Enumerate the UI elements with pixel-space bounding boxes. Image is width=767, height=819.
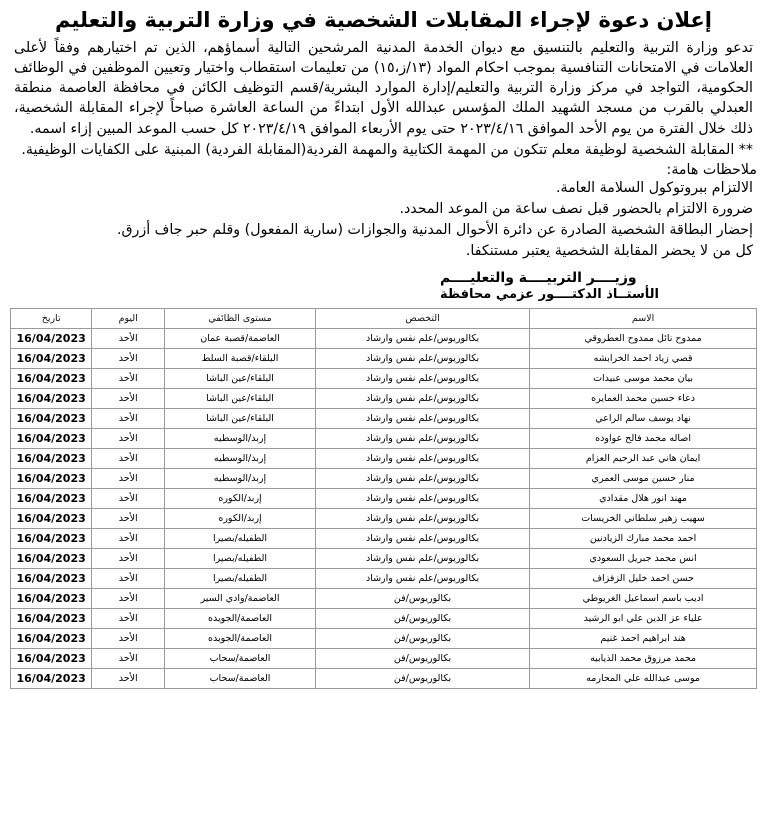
cell-level: العاصمة/قصبة عمان — [165, 328, 316, 348]
cell-level: إربد/الوسطيه — [165, 448, 316, 468]
cell-date: 16/04/2023 — [11, 348, 92, 368]
cell-name: ايمان هاني عبد الرحيم العزام — [530, 448, 757, 468]
cell-date: 16/04/2023 — [11, 528, 92, 548]
table-body — [11, 328, 757, 688]
announcement-paragraph-1: تدعو وزارة التربية والتعليم بالتنسيق مع ديوان الخدمة المدنية المرشحين التالية أسماؤهم، الذين تم اختيارهم وفقاً لأعلى العلامات في الامتحانات التنافسية بموجب احكام المواد (١٣/ز،١٥) من تعليمات استقطاب واختيار وتعيين الموظفين في الوظائف الحكومية، التواجد في مركز وزارة التربية والتعليم/إدارة الموارد البشرية/قسم التوظيف الكائن في محافظة العاصمة منطقة العبدلي بالقرب من مسجد الشهيد الملك المؤسس عبدالله الأول ابتداءً من الساعة العاشرة صباحاً لإجراء المقابلة الشخصية، ذلك خلال الفترة من يوم الأحد الموافق ٢٠٢٣/٤/١٦ حتى يوم الأربعاء الموافق ٢٠٢٣/٤/١٩ كل حسب الموعد المبين إزاء اسمه. — [14, 40, 754, 137]
cell-day: الأحد — [92, 448, 165, 468]
table-row — [11, 328, 757, 348]
cell-name: منار حسين موسى العمري — [530, 468, 757, 488]
cell-specialty: بكالوريوس/علم نفس وارشاد — [315, 488, 529, 508]
cell-name: بيان محمد موسى عبيدات — [530, 368, 757, 388]
cell-day: الأحد — [92, 488, 165, 508]
cell-specialty: بكالوريوس/علم نفس وارشاد — [315, 448, 529, 468]
cell-day: الأحد — [92, 608, 165, 628]
cell-day: الأحد — [92, 468, 165, 488]
signature-title: وزيــــر التربيــــة والتعليــــم — [440, 269, 637, 286]
table-row — [11, 568, 757, 588]
cell-level: العاصمة/سحاب — [165, 648, 316, 668]
cell-name: سهيب زهير سلطاني الخريسات — [530, 508, 757, 528]
cell-specialty: بكالوريوس/فن — [315, 608, 529, 628]
cell-day: الأحد — [92, 648, 165, 668]
cell-specialty: بكالوريوس/علم نفس وارشاد — [315, 368, 529, 388]
cell-specialty: بكالوريوس/فن — [315, 648, 529, 668]
header-day: اليوم — [92, 308, 165, 328]
cell-level: البلقاء/عين الباشا — [165, 368, 316, 388]
cell-level: العاصمة/الجويده — [165, 608, 316, 628]
header-name: الاسم — [530, 308, 757, 328]
cell-specialty: بكالوريوس/علم نفس وارشاد — [315, 528, 529, 548]
cell-date: 16/04/2023 — [11, 428, 92, 448]
table-row — [11, 668, 757, 688]
cell-level: البلقاء/عين الباشا — [165, 388, 316, 408]
cell-date: 16/04/2023 — [11, 548, 92, 568]
page-title: إعلان دعوة لإجراء المقابلات الشخصية في وزارة التربية والتعليم — [55, 8, 712, 32]
table-row — [11, 528, 757, 548]
cell-day: الأحد — [92, 508, 165, 528]
cell-day: الأحد — [92, 548, 165, 568]
announcement-paragraph-2: ** المقابلة الشخصية لوظيفة معلم تتكون من المهمة الكتابية والمهمة الفردية(المقابلة الفردية) المبنية على الكفايات الوظيفية. — [21, 141, 753, 158]
table-row — [11, 468, 757, 488]
cell-name: حسن احمد خليل الزفزاف — [530, 568, 757, 588]
announcement-page — [0, 8, 767, 819]
cell-name: هند ابراهيم احمد غنيم — [530, 628, 757, 648]
candidates-table — [10, 308, 757, 689]
cell-date: 16/04/2023 — [11, 388, 92, 408]
cell-level: الطفيله/بصيرا — [165, 528, 316, 548]
table-row — [11, 628, 757, 648]
table-row — [11, 408, 757, 428]
cell-specialty: بكالوريوس/فن — [315, 668, 529, 688]
cell-name: اصاله محمد فالح عواوده — [530, 428, 757, 448]
header-specialty: التخصص — [315, 308, 529, 328]
table-row — [11, 608, 757, 628]
cell-specialty: بكالوريوس/علم نفس وارشاد — [315, 408, 529, 428]
cell-specialty: بكالوريوس/علم نفس وارشاد — [315, 348, 529, 368]
cell-name: مهند انور هلال مقدادي — [530, 488, 757, 508]
table-row — [11, 428, 757, 448]
cell-day: الأحد — [92, 388, 165, 408]
cell-day: الأحد — [92, 368, 165, 388]
note-item-1: الالتزام ببروتوكول السلامة العامة. — [555, 179, 753, 196]
cell-date: 16/04/2023 — [11, 588, 92, 608]
header-date: تاريخ — [11, 308, 92, 328]
cell-specialty: بكالوريوس/علم نفس وارشاد — [315, 468, 529, 488]
signature-block — [10, 270, 757, 302]
note-item-3: إحضار البطاقة الشخصية الصادرة عن دائرة الأحوال المدنية والجوازات (سارية المفعول) وقلم حبر جاف أزرق. — [117, 222, 753, 239]
table-row — [11, 368, 757, 388]
signature-name: الأستــاذ الدكتــــور عزمي محافظة — [440, 286, 659, 302]
cell-day: الأحد — [92, 668, 165, 688]
cell-specialty: بكالوريوس/علم نفس وارشاد — [315, 428, 529, 448]
cell-level: العاصمة/الجويده — [165, 628, 316, 648]
cell-level: العاصمة/وادي السير — [165, 588, 316, 608]
cell-specialty: بكالوريوس/فن — [315, 628, 529, 648]
cell-date: 16/04/2023 — [11, 368, 92, 388]
cell-specialty: بكالوريوس/علم نفس وارشاد — [315, 388, 529, 408]
cell-date: 16/04/2023 — [11, 608, 92, 628]
cell-date: 16/04/2023 — [11, 568, 92, 588]
table-row — [11, 548, 757, 568]
cell-name: علياء عز الدين علي ابو الرشيد — [530, 608, 757, 628]
cell-day: الأحد — [92, 328, 165, 348]
cell-date: 16/04/2023 — [11, 648, 92, 668]
cell-name: موسى عبدالله علي المحارمه — [530, 668, 757, 688]
cell-name: نهاد يوسف سالم الراعي — [530, 408, 757, 428]
cell-name: ممدوح نائل ممدوح العطروقي — [530, 328, 757, 348]
table-row — [11, 488, 757, 508]
cell-level: البلقاء/عين الباشا — [165, 408, 316, 428]
table-row — [11, 388, 757, 408]
cell-level: البلقاء/قصبة السلط — [165, 348, 316, 368]
note-item-4: كل من لا يحضر المقابلة الشخصية يعتبر مستنكفا. — [465, 243, 753, 260]
cell-date: 16/04/2023 — [11, 668, 92, 688]
cell-day: الأحد — [92, 408, 165, 428]
cell-specialty: بكالوريوس/علم نفس وارشاد — [315, 548, 529, 568]
cell-date: 16/04/2023 — [11, 488, 92, 508]
cell-specialty: بكالوريوس/فن — [315, 588, 529, 608]
cell-day: الأحد — [92, 588, 165, 608]
cell-specialty: بكالوريوس/علم نفس وارشاد — [315, 328, 529, 348]
table-row — [11, 448, 757, 468]
cell-specialty: بكالوريوس/علم نفس وارشاد — [315, 568, 529, 588]
cell-level: إربد/الكوره — [165, 508, 316, 528]
cell-date: 16/04/2023 — [11, 448, 92, 468]
cell-day: الأحد — [92, 428, 165, 448]
cell-name: اديب باسم اسماعيل الغريوطي — [530, 588, 757, 608]
cell-level: إربد/الوسطيه — [165, 468, 316, 488]
cell-level: إربد/الكوره — [165, 488, 316, 508]
cell-level: إربد/الوسطيه — [165, 428, 316, 448]
table-row — [11, 648, 757, 668]
announcement-body — [10, 38, 757, 160]
table-row — [11, 508, 757, 528]
cell-date: 16/04/2023 — [11, 408, 92, 428]
cell-name: انس محمد جبريل السعودي — [530, 548, 757, 568]
table-row — [11, 348, 757, 368]
cell-day: الأحد — [92, 628, 165, 648]
cell-specialty: بكالوريوس/علم نفس وارشاد — [315, 508, 529, 528]
cell-day: الأحد — [92, 568, 165, 588]
cell-day: الأحد — [92, 528, 165, 548]
cell-level: العاصمة/سحاب — [165, 668, 316, 688]
cell-name: محمد مرزوق محمد الذيابيه — [530, 648, 757, 668]
note-item-2: ضرورة الالتزام بالحضور قبل نصف ساعة من الموعد المحدد. — [399, 201, 753, 218]
cell-date: 16/04/2023 — [11, 628, 92, 648]
cell-day: الأحد — [92, 348, 165, 368]
header-level: مستوى الظائفي — [165, 308, 316, 328]
cell-date: 16/04/2023 — [11, 468, 92, 488]
notes-list — [10, 178, 757, 262]
table-header-row — [11, 308, 757, 328]
cell-name: دعاء حسين محمد العمايره — [530, 388, 757, 408]
cell-name: احمد محمد مبارك الزيادنين — [530, 528, 757, 548]
cell-level: الطفيله/بصيرا — [165, 568, 316, 588]
table-row — [11, 588, 757, 608]
cell-level: الطفيله/بصيرا — [165, 548, 316, 568]
notes-heading: ملاحظات هامة: — [666, 161, 757, 178]
cell-date: 16/04/2023 — [11, 508, 92, 528]
cell-name: قصي زياد احمد الخرابشه — [530, 348, 757, 368]
cell-date: 16/04/2023 — [11, 328, 92, 348]
